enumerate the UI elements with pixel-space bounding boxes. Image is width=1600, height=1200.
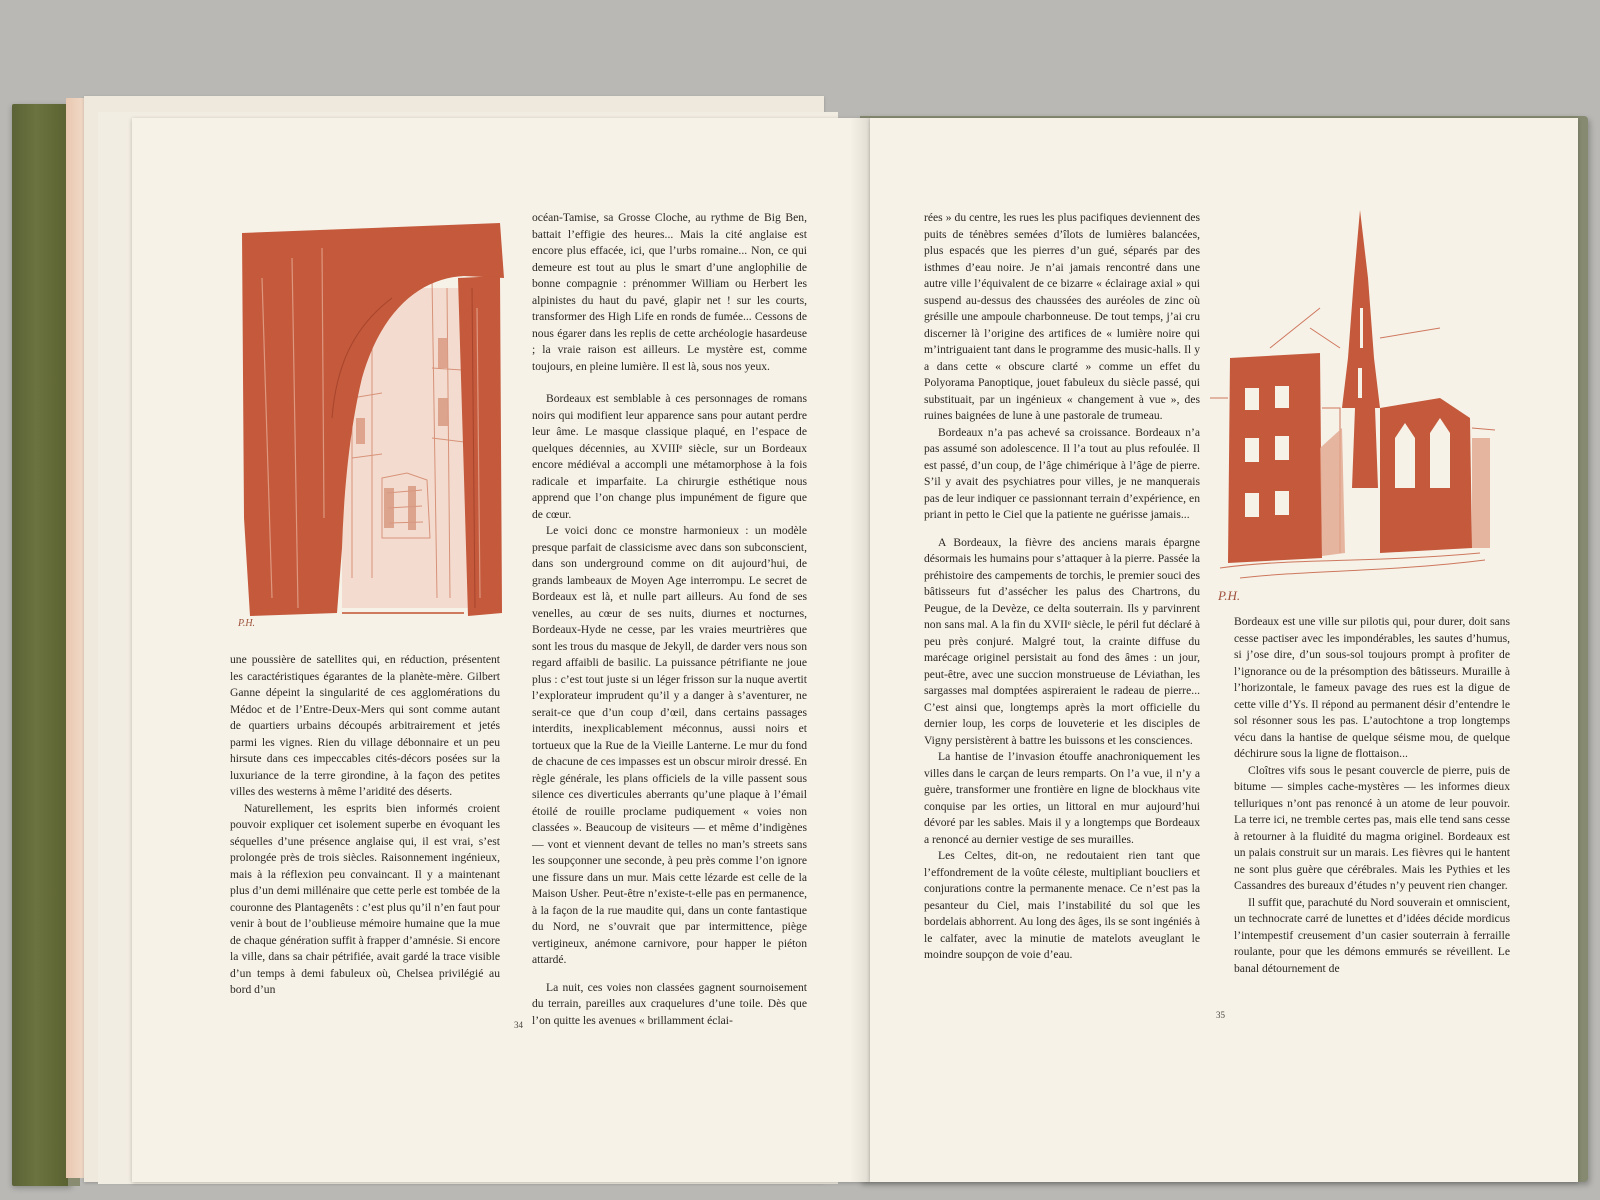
right-page bbox=[870, 118, 1578, 1182]
paragraph: rées » du centre, les rues les plus pacifiques deviennent des puits de ténèbres semées d’îlots de lumières balancées, plus espacés que les pierres d’un gué, séparés par des isthmes d’eau noire. Je n’ai jamais rencontré dans une autre ville l’équivalent de ce bizarre « éclairage axial » qui suspend au-dessus des chaussées des auréoles de zinc où grésille une ampoule charbonneuse. De tout temps, j’ai cru discerner là l’origine des artifices de « lumière noire qui m’intriguaient tant dans le programme des music-halls. Il y a dans cette « obscure clarté » comme un effet du Polyorama Panoptique, jouet fabuleux du siècle passé, qui substituait, par un ingénieux « changement à vue », des ruines baignées de lune à une pastorale de trumeau. bbox=[924, 211, 1200, 422]
right-page-column-2 bbox=[1234, 614, 1510, 977]
book-cover-left bbox=[12, 104, 72, 1186]
left-page-column-1 bbox=[230, 652, 500, 999]
spire-illustration bbox=[1210, 208, 1500, 608]
illustration-signature: P.H. bbox=[238, 618, 256, 628]
paragraph: Le voici donc ce monstre harmonieux : un modèle presque parfait de classicisme avec dans son subconscient, dans son underground comme on dit aujourd’hui, de grands lambeaux de Moyen Age interrompu. Le secret de Bordeaux est là, et nulle part ailleurs. Au fond de ses venelles, au cœur de ses nuits, diurnes et nocturnes, Bordeaux-Hyde ne cesse, par les vraies meurtrières que sont les trous du masque de Jekyll, de darder vers nous son regard affaibli de basilic. La puissance pétrifiante ne joue plus : c’est tout juste si un léger frisson sur la nuque avertit l’explorateur imprudent qu’il y a danger à s’aventurer, ne serait-ce que d’un coup d’œil, dans certains passages interdits, inexplicablement méconnus, aussi noirs et tortueux que la Rue de la Vieille Lanterne. Le mur du fond de chacune de ces impasses est un obscur miroir dressé. En règle générale, les plans officiels de la ville passent sous silence ces diverticules aberrants qu’une plaque à l’émail étoilé de rouille proclame pudiquement « voies non classées ». Beaucoup de visiteurs — et même d’indigènes — vont et viennent devant de telles no man’s streets sans les soupçonner une seconde, à peu près comme l’on ignore une fissure dans un mur. Mais cette lézarde est celle de la Maison Usher. Peut-être n’existe-t-elle pas en permanence, à la façon de la rue maudite qui, dans un conte fantastique du Nord, ne s’ouvrait que par intermittence, piège vertigineux, anémone carnivore, pour happer le piéton attardé. bbox=[532, 524, 807, 966]
paragraph: Bordeaux n’a pas achevé sa croissance. Bordeaux n’a pas assumé son adolescence. Il l’a tout au plus refoulée. Il est passé, d’un coup, de l’âge chimérique à l’âge de pierre. S’il y avait des psychiatres pour villes, je ne manquerais pas de leur indiquer ce passionnant terrain d’expérience, en priant in petto le Ciel que la patiente ne guérisse jamais... bbox=[924, 425, 1200, 521]
paragraph: océan-Tamise, sa Grosse Cloche, au rythme de Big Ben, battait l’effigie des heures... Mais la cité anglaise est encore plus effacée, ici, que l’urbs romaine... Non, ce qui demeure est tout au plus le smart d’une anglophilie de bonne compagnie : prénommer William ou Herbert les alpinistes du haut du pavé, glapir net ! sur les courts, transformer des High Life en ronds de fumée... Cessons de nous égarer dans les replis de cette archéologie hasardeuse ; la vraie raison est ailleurs. Le mystère est, comme toujours, en pleine lumière. Il est là, sous nos yeux. bbox=[532, 211, 807, 373]
left-page bbox=[132, 118, 870, 1182]
paragraph: La hantise de l’invasion étouffe anachroniquement les villes dans le carçan de leurs remparts. On l’a vue, il n’y a guère, transformer une frontière en ligne de blockhaus vite conquise par les orties, un littoral en mur aujourd’hui dévoré par les sables. Mais il y a longtemps que Bordeaux a renoncé au dernier vestige de ses murailles. bbox=[924, 750, 1200, 846]
left-page-column-2 bbox=[532, 210, 807, 1029]
right-page-column-1 bbox=[924, 210, 1200, 964]
paragraph: Il suffit que, parachuté du Nord souverain et omniscient, un technocrate carré de lunettes et d’idées décide mordicus l’intempestif creusement d’un casier souterrain à ferraille roulante, pour que les démons emmurés se réveillent. Le banal détournement de bbox=[1234, 895, 1510, 975]
page-number: 34 bbox=[514, 1020, 523, 1030]
paragraph: Cloîtres vifs sous le pesant couvercle de pierre, puis de bitume — simples cache-mystères — les informes dieux telluriques n’ont pas renoncé à un atome de leur pouvoir. La terre ici, ne tremble certes pas, mais elle tend sans cesse à retourner à la fluidité du magma originel. Bordeaux est un palais construit sur un marais. Les fièvres qui le hantent ne sont plus guère que cérébrales. Mais les Pythies et les Cassandres des bureaux d’études n’y peuvent rien changer. bbox=[1234, 763, 1510, 892]
paragraph: Naturellement, les esprits bien informés croient pouvoir expliquer cet isolement superbe en évoquant les séquelles d’une présence anglaise qui, il est vrai, s’est prolongée près de trois siècles. Raisonnement ingénieux, mais à la réflexion peu convaincant. Il y a maintenant plus d’un demi millénaire que cette perle est tombée de la couronne des Plantagenêts : c’est plus qu’il n’en faut pour venir à bout de l’oublieuse mémoire humaine que la mue de chaque génération suffit à frapper d’amnésie. Si encore la ville, dans sa chair pétrifiée, avait gardé la trace visible d’un temps à demi fabuleux où, Chelsea privilégié au bord d’un bbox=[230, 801, 500, 996]
paragraph: Bordeaux est une ville sur pilotis qui, pour durer, doit sans cesse pactiser avec les impondérables, les sautes d’humus, si j’ose dire, d’un sous-sol toujours prompt à profiter de l’ignorance ou de la présomption des bâtisseurs. Muraille à l’horizontale, le fameux pavage des rues est la digue de cette ville d’Ys. Il répond au permanent désir d’entendre le sol résonner sous les pas. L’autochtone a trop longtemps vécu dans la hantise de quelque séisme mou, de quelque déchirure sous la ligne de flottaison... bbox=[1234, 615, 1510, 760]
page-number: 35 bbox=[1216, 1010, 1225, 1020]
paragraph: La nuit, ces voies non classées gagnent sournoisement du terrain, pareilles aux craquelures d’une toile. Dès que l’on quitte les avenues « brillamment éclai- bbox=[532, 980, 807, 1027]
paragraph: une poussière de satellites qui, en réduction, présentent les caractéristiques égarantes de la planète-mère. Gilbert Ganne dépeint la singularité de ces agglomérations du Médoc et de l’Entre-Deux-Mers qui sont comme autant de quartiers urbains découpés arbitrairement et jetés parmi les vignes. Rien du village débonnaire et un peu hirsute dans ces impeccables cités-décors posées sur la luxuriance de la terre girondine, à la façon des petites villes des westerns à même l’aridité des déserts. bbox=[230, 653, 500, 798]
illustration-signature: P.H. bbox=[1218, 588, 1241, 603]
archway-illustration bbox=[232, 218, 512, 628]
paragraph: Bordeaux est semblable à ces personnages de romans noirs qui modifient leur apparence sans pour autant perdre leur âme. Le masque classique plaqué, en l’espace de quelques décennies, au XVIIIᵉ siècle, sur un Bordeaux encore médiéval a accompli une métamorphose à la fois radicale et imparfaite. La chirurgie esthétique nous apprend que l’on change plus impunément de figure que de cœur. bbox=[532, 392, 807, 521]
paragraph: A Bordeaux, la fièvre des anciens marais épargne désormais les humains pour s’attaquer à la pierre. Passée la préhistoire des campements de torchis, le premier souci des bâtisseurs fut d’assécher les palus des Chartrons, du Peugue, de la Devèze, ce delta souterrain. Ils y parvinrent non sans mal. A la fin du XVIIᵉ siècle, le péril fut déclaré à peu près conjuré. Malgré tout, la crainte diffuse du marécage originel persistait au fond des âmes : un jour, peut-être, avec une succion monstrueuse de Léviathan, les sargasses mal domptées aspireraient le radeau de pierre... C’est ainsi que, longtemps après la mort officielle du dernier loup, les corps de louveterie et les disciples de Vigny persistèrent à battre les buissons et les consciences. bbox=[924, 535, 1200, 747]
paragraph: Les Celtes, dit-on, ne redoutaient rien tant que l’effondrement de la voûte céleste, multipliant boucliers et conjurations contre la permanente menace. Ce n’est pas la pesanteur du Ciel, mais l’instabilité du sol que les bordelais abhorrent. Au long des âges, ils se sont ingéniés à le calfater, avec la minutie de matelots aveuglant le moindre soupçon de voie d’eau. bbox=[924, 849, 1200, 961]
